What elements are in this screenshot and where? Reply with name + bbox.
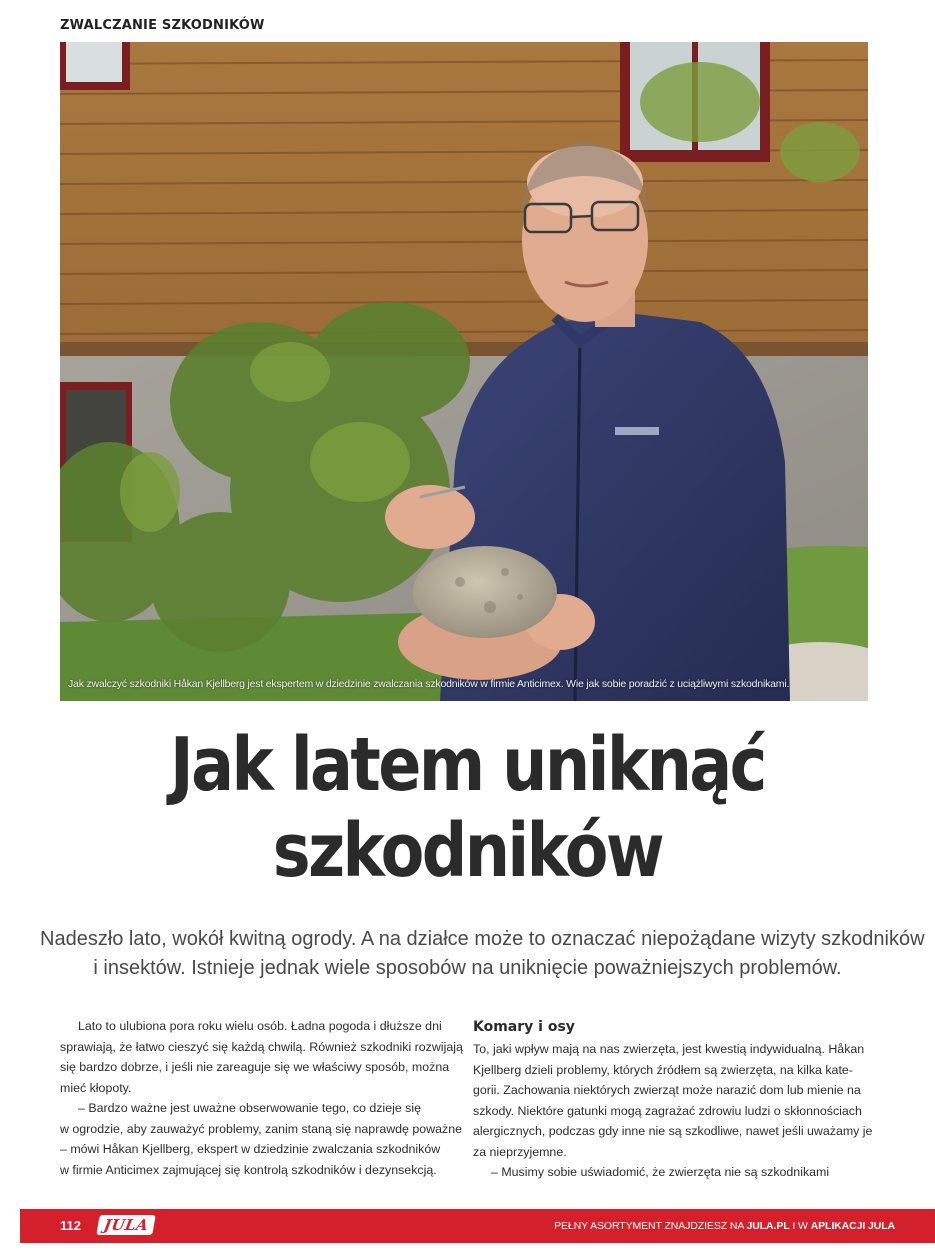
lead-line-2: i insektów. Istnieje jednak wiele sposobów na uniknięcie poważniejszych problemów.	[93, 957, 842, 979]
jula-logo	[96, 1215, 156, 1235]
footer-site-link[interactable]: JULA.PL	[746, 1220, 790, 1232]
body-line: sprawiają, że łatwo cieszyć się każdą chwilą. Również szkodniki rozwijają	[60, 1039, 463, 1054]
body-line: szkody. Niektóre gatunki mogą zagrażać zdrowiu ludzi o skłonnościach	[473, 1103, 862, 1118]
body-line: za nieprzyjemne.	[473, 1144, 567, 1159]
body-line: alergicznych, podczas gdy inne nie są szkodliwe, nawet jeśli uważamy je	[473, 1124, 873, 1138]
footer-text-prefix: PEŁNY ASORTYMENT ZNAJDZIESZ NA	[554, 1220, 747, 1232]
body-line: – Musimy sobie uświadomić, że zwierzęta nie są szkodnikami	[491, 1165, 830, 1179]
footer-text	[554, 1220, 895, 1232]
headline	[65, 722, 869, 894]
left-column	[60, 1016, 463, 1180]
body-line: Lato to ulubiona pora roku wielu osób. Ładna pogoda i dłuższe dni	[78, 1019, 442, 1033]
body-line: – mówi Håkan Kjellberg, ekspert w dziedzinie zwalczania szkodników	[60, 1142, 441, 1156]
footer-app-link[interactable]: APLIKACJI JULA	[810, 1220, 895, 1232]
lead-paragraph	[40, 925, 925, 983]
headline-line-1: Jak latem uniknąć	[170, 722, 765, 808]
footer-bar	[20, 1209, 935, 1243]
body-line: w ogrodzie, aby zauważyć problemy, zanim staną się naprawdę poważne	[60, 1121, 462, 1136]
body-line: się bardzo dobrze, i jeśli nie zareaguje się we właściwy sposób, można	[60, 1060, 450, 1074]
right-column	[473, 1016, 873, 1183]
photo-caption: Jak zwalczyć szkodniki Håkan Kjellberg jest ekspertem w dziedzinie zwalczania szkodników w firmie Anticimex. Wie jak sobie poradzić z uciążliwymi szkodnikami.	[68, 678, 790, 690]
lead-line-1: Nadeszło lato, wokół kwitną ogrody. A na działce może to oznaczać niepożądane wizyty szkodników	[40, 928, 925, 950]
photo-illustration	[60, 42, 868, 701]
body-line: To, jaki wpływ mają na nas zwierzęta, jest kwestią indywidualną. Håkan	[473, 1042, 865, 1056]
headline-line-2: szkodników	[272, 808, 663, 894]
subheading: Komary i osy	[473, 1019, 575, 1035]
body-line: w firmie Anticimex zajmującej się kontrolą szkodników i dezynsekcją.	[60, 1162, 437, 1177]
body-line: – Bardzo ważne jest uważne obserwowanie tego, co dzieje się	[78, 1101, 422, 1115]
logo-text: JULA	[102, 1216, 150, 1234]
section-label: ZWALCZANIE SZKODNIKÓW	[60, 18, 265, 33]
body-line: gorii. Zachowania niektórych zwierząt może narazić dom lub mienie na	[473, 1083, 861, 1097]
body-line: Kjellberg dzieli problemy, których źródłem są zwierzęta, na kilka kate-	[473, 1062, 853, 1077]
hero-photo	[60, 42, 868, 701]
body-line: mieć kłopoty.	[60, 1080, 132, 1095]
page-number: 112	[60, 1218, 81, 1233]
footer-text-mid: I W	[789, 1220, 811, 1232]
